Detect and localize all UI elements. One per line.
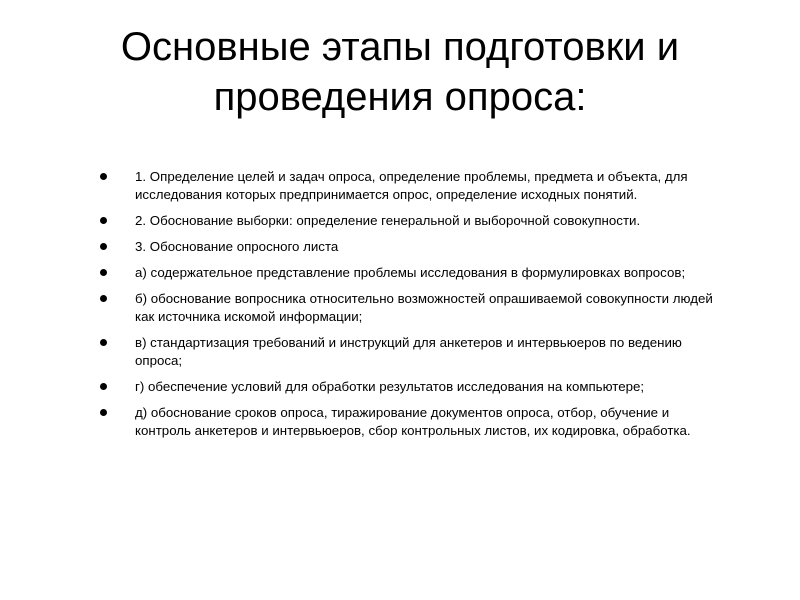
bullet-icon	[100, 173, 107, 180]
bullet-text: 1. Определение целей и задач опроса, определение проблемы, предмета и объекта, для исследования которых предпринимается опрос, определение исходных понятий.	[135, 169, 688, 202]
bullet-icon	[100, 339, 107, 346]
slide-title: Основные этапы подготовки и проведения опроса:	[120, 25, 680, 119]
bullet-icon	[100, 217, 107, 224]
bullet-text: д) обоснование сроков опроса, тиражирование документов опроса, отбор, обучение и контроль анкетеров и интервьюеров, сбор контрольных листов, их кодировка, обработка.	[135, 405, 691, 438]
bullet-text: 2. Обоснование выборки: определение генеральной и выборочной совокупности.	[135, 213, 641, 228]
bullet-list	[100, 168, 715, 448]
bullet-item	[100, 264, 715, 282]
bullet-item	[100, 334, 715, 370]
bullet-icon	[100, 409, 107, 416]
bullet-text: г) обеспечение условий для обработки результатов исследования на компьютере;	[135, 379, 645, 394]
bullet-icon	[100, 383, 107, 390]
bullet-text: 3. Обоснование опросного листа	[135, 239, 339, 254]
bullet-text: а) содержательное представление проблемы исследования в формулировках вопросов;	[135, 265, 686, 280]
bullet-item	[100, 404, 715, 440]
bullet-item	[100, 290, 715, 326]
bullet-item	[100, 378, 715, 396]
bullet-text: в) стандартизация требований и инструкций для анкетеров и интервьюеров по ведению опроса;	[135, 335, 682, 368]
bullet-icon	[100, 269, 107, 276]
bullet-icon	[100, 295, 107, 302]
bullet-text: б) обоснование вопросника относительно возможностей опрашиваемой совокупности людей как источника искомой информации;	[135, 291, 713, 324]
bullet-icon	[100, 243, 107, 250]
bullet-item	[100, 212, 715, 230]
bullet-item	[100, 168, 715, 204]
bullet-item	[100, 238, 715, 256]
